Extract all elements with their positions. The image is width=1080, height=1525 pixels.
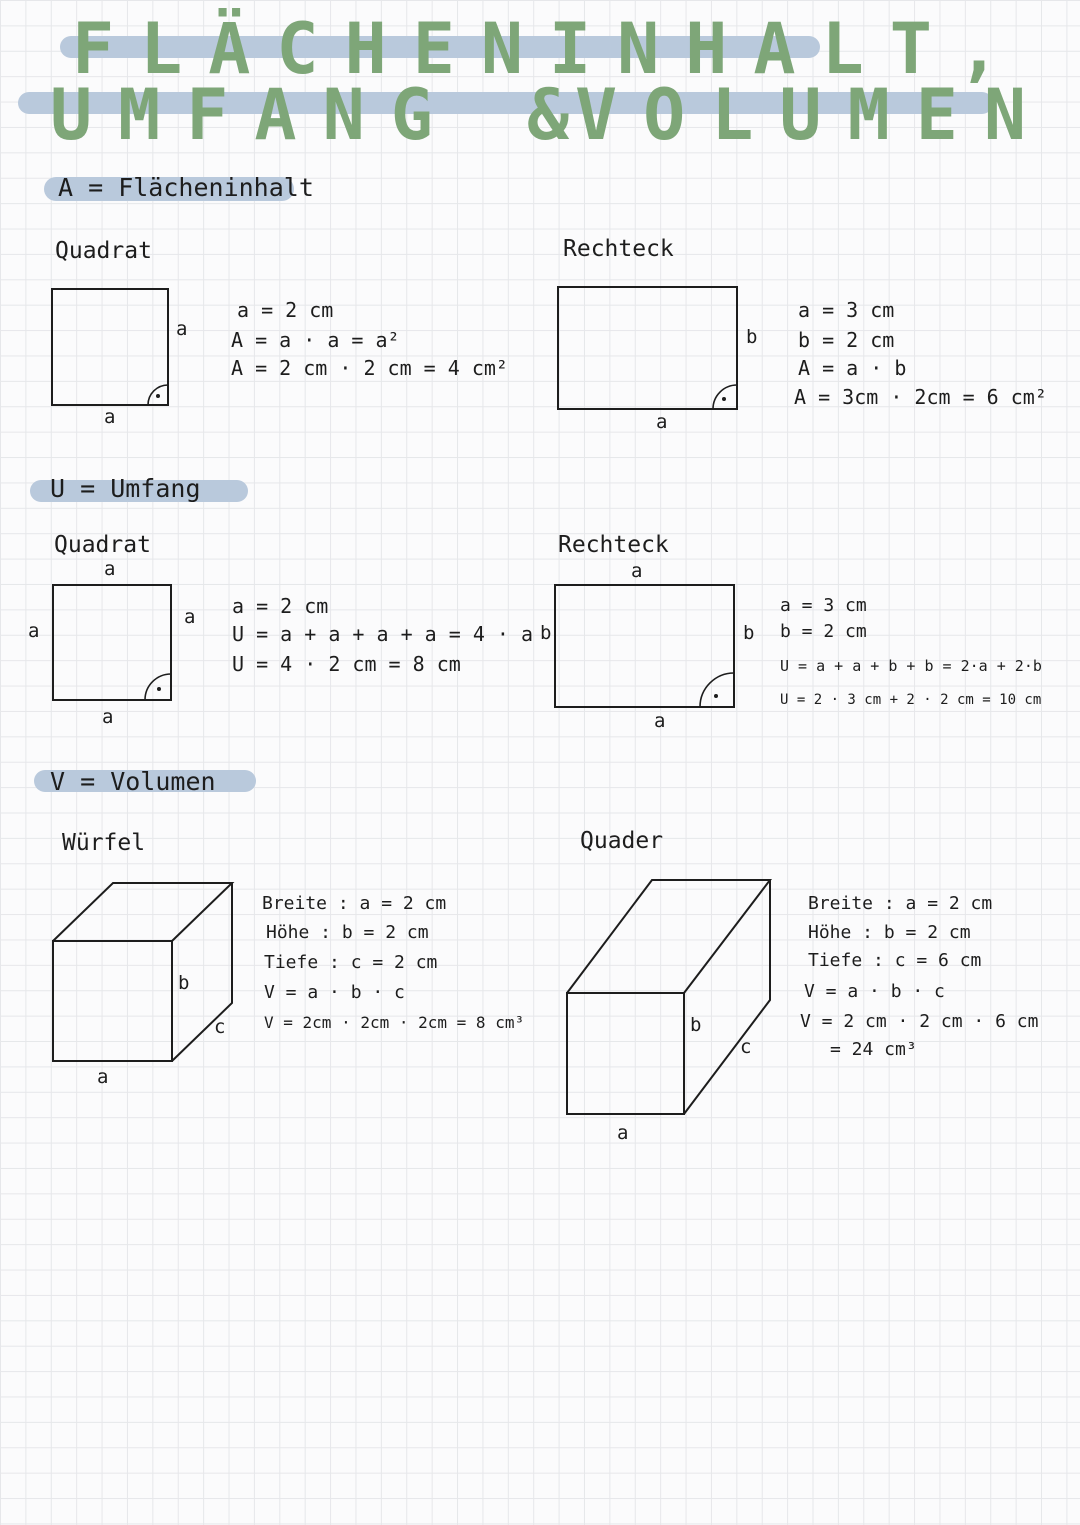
perimeter-square-line-1: a = 2 cm xyxy=(232,594,329,618)
area-square-line-3: A = 2 cm · 2 cm = 4 cm² xyxy=(231,356,508,380)
volume-cuboid-line-4: V = a · b · c xyxy=(804,981,945,1002)
area-rectangle-line-1: a = 3 cm xyxy=(798,298,895,322)
volume-cuboid-label-b: b xyxy=(690,1014,702,1036)
area-square-heading: Quadrat xyxy=(55,238,152,264)
area-rectangle-line-4: A = 3cm · 2cm = 6 cm² xyxy=(794,385,1047,409)
volume-cuboid-line-1: Breite : a = 2 cm xyxy=(808,893,993,914)
perimeter-section-label: U = Umfang xyxy=(50,474,201,503)
area-square-line-2: A = a · a = a² xyxy=(231,328,400,352)
perimeter-rectangle-line-2: b = 2 cm xyxy=(780,621,867,642)
perimeter-square-line-3: U = 4 · 2 cm = 8 cm xyxy=(232,652,461,676)
page-title-line-2: UMFANG & xyxy=(50,74,596,156)
area-rectangle-side-label: b xyxy=(746,326,758,348)
volume-cube-label-b: b xyxy=(178,972,190,994)
area-square-side-label: a xyxy=(176,318,188,340)
area-rectangle-line-2: b = 2 cm xyxy=(798,328,895,352)
volume-cuboid-line-2: Höhe : b = 2 cm xyxy=(808,922,971,943)
volume-cube-line-3: Tiefe : c = 2 cm xyxy=(264,952,438,973)
volume-cube-line-1: Breite : a = 2 cm xyxy=(262,893,447,914)
area-rectangle-heading: Rechteck xyxy=(563,236,674,262)
perimeter-rectangle-heading: Rechteck xyxy=(558,532,669,558)
volume-cube-label-c: c xyxy=(214,1016,226,1038)
perimeter-square-line-2: U = a + a + a + a = 4 · a xyxy=(232,622,534,646)
volume-cube-label-a: a xyxy=(97,1066,109,1088)
volume-cuboid-line-3: Tiefe : c = 6 cm xyxy=(808,950,982,971)
area-rectangle-line-3: A = a · b xyxy=(798,356,907,380)
volume-cuboid-label-a: a xyxy=(617,1122,629,1144)
volume-cuboid-line-6: = 24 cm³ xyxy=(830,1039,917,1060)
perimeter-rectangle-line-1: a = 3 cm xyxy=(780,595,867,616)
perimeter-rectangle-line-4: U = 2 · 3 cm + 2 · 2 cm = 10 cm xyxy=(780,692,1042,708)
volume-cuboid-label-c: c xyxy=(740,1036,752,1058)
perimeter-rectangle-side-label: b xyxy=(743,622,755,644)
page-title-line-1: FLÄCHENINHALT, xyxy=(72,8,1027,90)
volume-cuboid-line-5: V = 2 cm · 2 cm · 6 cm xyxy=(800,1011,1039,1032)
perimeter-rectangle-top-label: a xyxy=(631,560,643,582)
page-title-line-2b: VOLUMEN xyxy=(575,74,1053,156)
perimeter-square-top-label: a xyxy=(104,558,116,580)
volume-cube-line-2: Höhe : b = 2 cm xyxy=(266,922,429,943)
area-rectangle-bottom-label: a xyxy=(656,411,668,433)
perimeter-square-bottom-label: a xyxy=(102,706,114,728)
volume-cuboid-heading: Quader xyxy=(580,828,664,854)
area-square-line-1: a = 2 cm xyxy=(237,298,334,322)
perimeter-square-stray-mark: b xyxy=(540,622,552,644)
perimeter-square-left-label: a xyxy=(28,620,40,642)
volume-section-label: V = Volumen xyxy=(50,767,216,796)
volume-cube-line-4: V = a · b · c xyxy=(264,982,405,1003)
volume-cube-heading: Würfel xyxy=(62,830,146,856)
perimeter-square-heading: Quadrat xyxy=(54,532,151,558)
area-square-bottom-label: a xyxy=(104,406,116,428)
volume-cube-line-5: V = 2cm · 2cm · 2cm = 8 cm³ xyxy=(264,1013,525,1032)
volume-cuboid-figure xyxy=(0,0,1,1)
perimeter-rectangle-bottom-label: a xyxy=(654,710,666,732)
area-section-label: A = Flächeninhalt xyxy=(58,173,314,202)
perimeter-square-right-label: a xyxy=(184,606,196,628)
perimeter-rectangle-line-3: U = a + a + b + b = 2·a + 2·b xyxy=(780,657,1042,675)
